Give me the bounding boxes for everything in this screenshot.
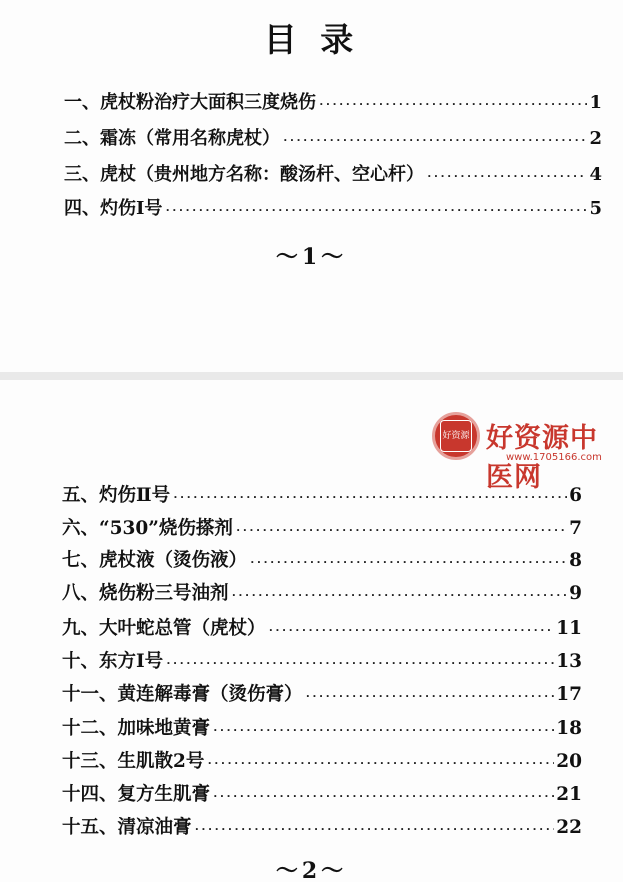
toc-entry — [64, 160, 602, 186]
toc-entry — [62, 780, 582, 806]
toc-leader — [206, 757, 554, 770]
toc-leader — [235, 524, 567, 537]
toc-leader — [165, 657, 554, 670]
toc-entry — [64, 88, 602, 114]
toc-title: 目 录 — [263, 20, 360, 59]
toc-entry — [62, 514, 582, 540]
toc-entry-page: 9 — [569, 583, 582, 604]
toc-entry-label: 八、烧伤粉三号油剂 — [62, 583, 229, 604]
toc-entry — [62, 546, 582, 572]
page-number: ～1～ — [275, 244, 348, 270]
toc-entry-page: 22 — [556, 817, 582, 838]
toc-entry — [62, 714, 582, 740]
toc-entry-page: 1 — [589, 92, 602, 113]
toc-leader — [212, 724, 554, 737]
toc-entry-label: 十二、加味地黄膏 — [62, 718, 211, 739]
toc-leader — [212, 790, 554, 803]
watermark-title: 好资源中医网 — [486, 423, 598, 493]
toc-leader — [268, 624, 555, 637]
toc-entry-label: 二、霜冻（常用名称虎杖） — [64, 128, 280, 149]
toc-entry — [62, 747, 582, 773]
toc-leader — [305, 690, 555, 703]
toc-entry-label: 十一、黄连解毒膏（烫伤膏） — [62, 684, 303, 705]
watermark-url: www.1705166.com — [506, 452, 602, 463]
toc-leader — [249, 556, 567, 569]
toc-entry-page: 2 — [589, 128, 602, 149]
toc-entry-label: 九、大叶蛇总管（虎杖） — [62, 618, 266, 639]
toc-entry — [62, 813, 582, 839]
toc-entry-page: 17 — [556, 684, 582, 705]
toc-entry-page: 20 — [556, 751, 582, 772]
toc-entry-label: 七、虎杖液（烫伤液） — [62, 550, 248, 571]
document-page-1 — [0, 0, 623, 372]
toc-leader — [282, 134, 587, 147]
toc-entry-page: 21 — [556, 784, 582, 805]
watermark-stamp-text: 好资源 — [440, 420, 472, 452]
toc-entry-page: 13 — [556, 651, 582, 672]
toc-entry — [62, 647, 582, 673]
toc-entry-label: 三、虎杖（贵州地方名称：酸汤杆、空心杆） — [64, 164, 424, 185]
toc-entry-label: 四、灼伤Ⅰ号 — [64, 198, 163, 219]
toc-leader — [164, 204, 587, 217]
toc-entry-page: 4 — [589, 164, 602, 185]
toc-entry-page: 6 — [569, 485, 582, 506]
toc-entry-label: 十三、生肌散2号 — [62, 751, 205, 772]
page-number: ～2～ — [275, 858, 348, 882]
toc-leader — [318, 98, 587, 111]
toc-entry-label: 十四、复方生肌膏 — [62, 784, 211, 805]
toc-entry-label: 十、东方Ⅰ号 — [62, 651, 164, 672]
watermark-stamp-icon — [432, 412, 480, 460]
toc-entry — [64, 194, 602, 220]
toc-entry — [62, 579, 582, 605]
toc-leader — [231, 589, 568, 602]
toc-entry — [62, 680, 582, 706]
toc-entry — [64, 124, 602, 150]
toc-entry-label: 六、“530”烧伤搽剂 — [62, 518, 233, 539]
toc-entry-page: 18 — [556, 718, 582, 739]
toc-leader — [194, 823, 555, 836]
toc-leader — [426, 170, 587, 183]
toc-entry-label: 五、灼伤Ⅱ号 — [62, 485, 171, 506]
toc-entry-page: 5 — [589, 198, 602, 219]
toc-entry-label: 十五、清凉油膏 — [62, 817, 192, 838]
toc-entry-label: 一、虎杖粉治疗大面积三度烧伤 — [64, 92, 316, 113]
toc-entry-page: 8 — [569, 550, 582, 571]
toc-entry-page: 11 — [556, 618, 582, 639]
toc-entry — [62, 614, 582, 640]
toc-entry-page: 7 — [569, 518, 582, 539]
